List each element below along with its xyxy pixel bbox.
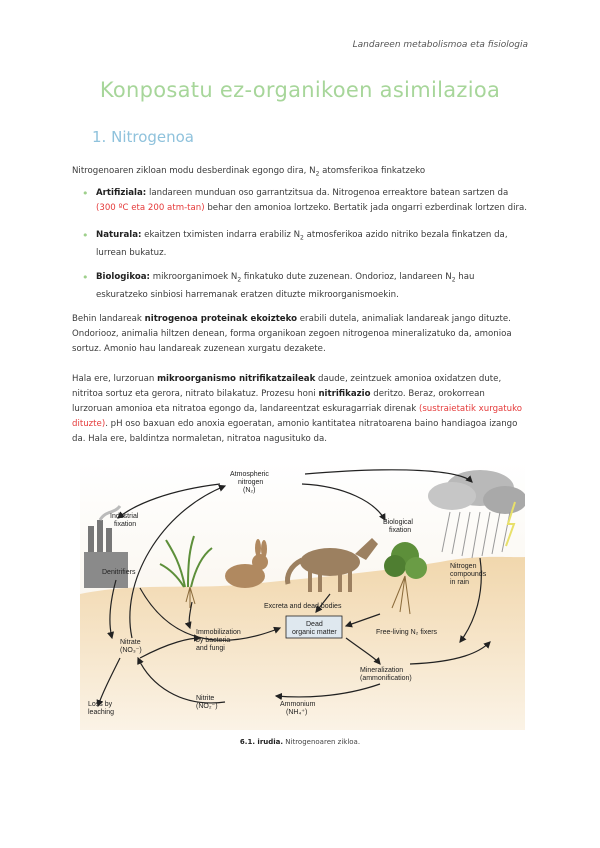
section-heading xyxy=(92,128,194,146)
header-note: Landareen metabolismoa eta fisiologia xyxy=(352,40,528,50)
label-organic-matter: organic matter xyxy=(292,629,337,636)
bullet-text-end: hau eskuratzeko sinbiosi harremanak eratzen dituzte mikroorganismoekin. xyxy=(96,272,475,300)
bullet-artificial xyxy=(96,186,528,216)
figure-caption xyxy=(0,738,600,746)
para-bold: nitrogenoa proteinak ekoizteko xyxy=(144,314,298,324)
paragraph-nitrification xyxy=(72,372,528,447)
label-ammonium: Ammonium xyxy=(280,701,316,708)
bullet-text: landareen munduan oso garrantzitsua da. Nitrogenoa erreaktore batean sartzen da xyxy=(146,188,509,198)
label-biological: Biological xyxy=(383,519,413,526)
bullet-text-end: atmosferikoa azido nitriko bezala finkatzen da, lurrean bukatuz. xyxy=(96,230,508,258)
caption-number: 6.1. irudia. xyxy=(239,738,284,746)
nitrogen-cycle-figure xyxy=(80,462,525,730)
para-text-mid-1: daude, zeintzuek amonioa oxidatzen dute, nitritoa sortuz eta gerora, nitrato bilakatuz. Prozesu honi xyxy=(72,374,502,399)
bullet-text: mikroorganimoek N xyxy=(149,272,238,282)
bullet-natural xyxy=(96,228,528,261)
bullet-text: ekaitzen tximisten indarra erabiliz N xyxy=(141,230,301,240)
bullet-term: Artifiziala: xyxy=(96,188,147,198)
label-and-fungi: and fungi xyxy=(196,645,225,652)
label-immobilization: Immobilization xyxy=(196,629,241,636)
label-biological-fixation: fixation xyxy=(389,527,412,534)
label-loss-by: Loss by xyxy=(88,701,113,708)
page-title: Konposatu ez-organikoen asimilazioa xyxy=(99,78,501,102)
intro-sub: 2 xyxy=(315,170,320,178)
bullet-sub: 2 xyxy=(300,234,304,242)
label-in-rain: in rain xyxy=(450,579,470,586)
label-denitrifiers: Denitrifiers xyxy=(102,569,136,576)
label-nitrogen-compounds: Nitrogen xyxy=(450,563,477,570)
label-by-bacteria: by bacteria xyxy=(196,637,231,644)
para-text: Hala ere, lurzoruan xyxy=(72,374,158,384)
label-dead: Dead xyxy=(306,621,323,628)
section-label: Nitrogenoa xyxy=(111,128,195,146)
bullet-sub: 2 xyxy=(237,276,242,284)
bullet-text-mid: finkatuko dute zuzenean. Ondorioz, landareen N xyxy=(241,272,452,282)
intro-text: Nitrogenoaren zikloan modu desberdinak egongo dira, N xyxy=(72,166,316,176)
label-industrial: Industrial xyxy=(110,513,139,520)
label-no2: (NO₂⁻) xyxy=(196,703,218,710)
label-n2: (N₂) xyxy=(243,487,256,494)
caption-text: Nitrogenoaren zikloa. xyxy=(283,738,361,746)
para-bold-1: mikroorganismo nitrifikatzaileak xyxy=(157,374,316,384)
label-compounds: compounds xyxy=(450,571,487,578)
label-nitrate: Nitrate xyxy=(120,639,141,646)
label-atmospheric: Atmospheric xyxy=(230,471,269,478)
para-text-end: erabili dutela, animaliak landareak jango dituzte. Ondoriooz, animalia hiltzen denean, forma organikoan zegoen nitrogenoa mineralizatuko da, amonioa sortuz. Amonio hau landareak zuzenean xurgatu dezakete. xyxy=(72,314,512,354)
label-nh4: (NH₄⁺) xyxy=(286,709,308,716)
para-bold-2: nitrifikazio xyxy=(318,389,371,399)
label-leaching: leaching xyxy=(88,709,115,716)
intro-text-end: atomsferikoa finkatzeko xyxy=(319,166,426,176)
paragraph-proteins xyxy=(72,312,528,357)
bullet-highlight: (300 ºC eta 200 atm-tan) xyxy=(96,203,205,213)
bullet-text-end: behar den amonioa lortzeko. Bertatik jada ongarri ezberdinak lortzen dira. xyxy=(204,203,528,213)
bullet-biological xyxy=(96,270,528,303)
section-number: 1. xyxy=(92,128,107,146)
bullet-term: Biologikoa: xyxy=(96,272,150,282)
label-industrial-fixation: fixation xyxy=(114,521,137,528)
para-text-end: . pH oso baxuan edo anoxia egoeratan, amonio kantitatea nitratoarena baino handiagoa izango da. Hala ere, baldintza normaletan, nitratoa nagusituko da. xyxy=(72,419,518,444)
bullet-sub-2: 2 xyxy=(451,276,456,284)
nitrogen-cycle-diagram xyxy=(80,462,525,730)
para-highlight: (sustraietatik xurgatuko dituzte) xyxy=(72,404,523,429)
label-nitrogen: nitrogen xyxy=(238,479,264,486)
label-nitrite: Nitrite xyxy=(196,695,215,702)
label-free-living: Free-living N₂ fixers xyxy=(376,629,438,636)
label-no3: (NO₃⁻) xyxy=(120,647,142,654)
label-mineralization: Mineralization xyxy=(360,667,404,674)
para-text: Behin landareak xyxy=(72,314,145,324)
label-ammonification: (ammonification) xyxy=(360,675,412,682)
label-excreta: Excreta and dead bodies xyxy=(264,603,342,610)
para-text-mid-2: deritzo. Beraz, orokorrean lurzoruan amonioa eta nitratoa egongo da, landareentzat eskuragarriak direnak xyxy=(72,389,485,414)
bullet-term: Naturala: xyxy=(96,230,142,240)
intro-paragraph xyxy=(72,164,528,182)
